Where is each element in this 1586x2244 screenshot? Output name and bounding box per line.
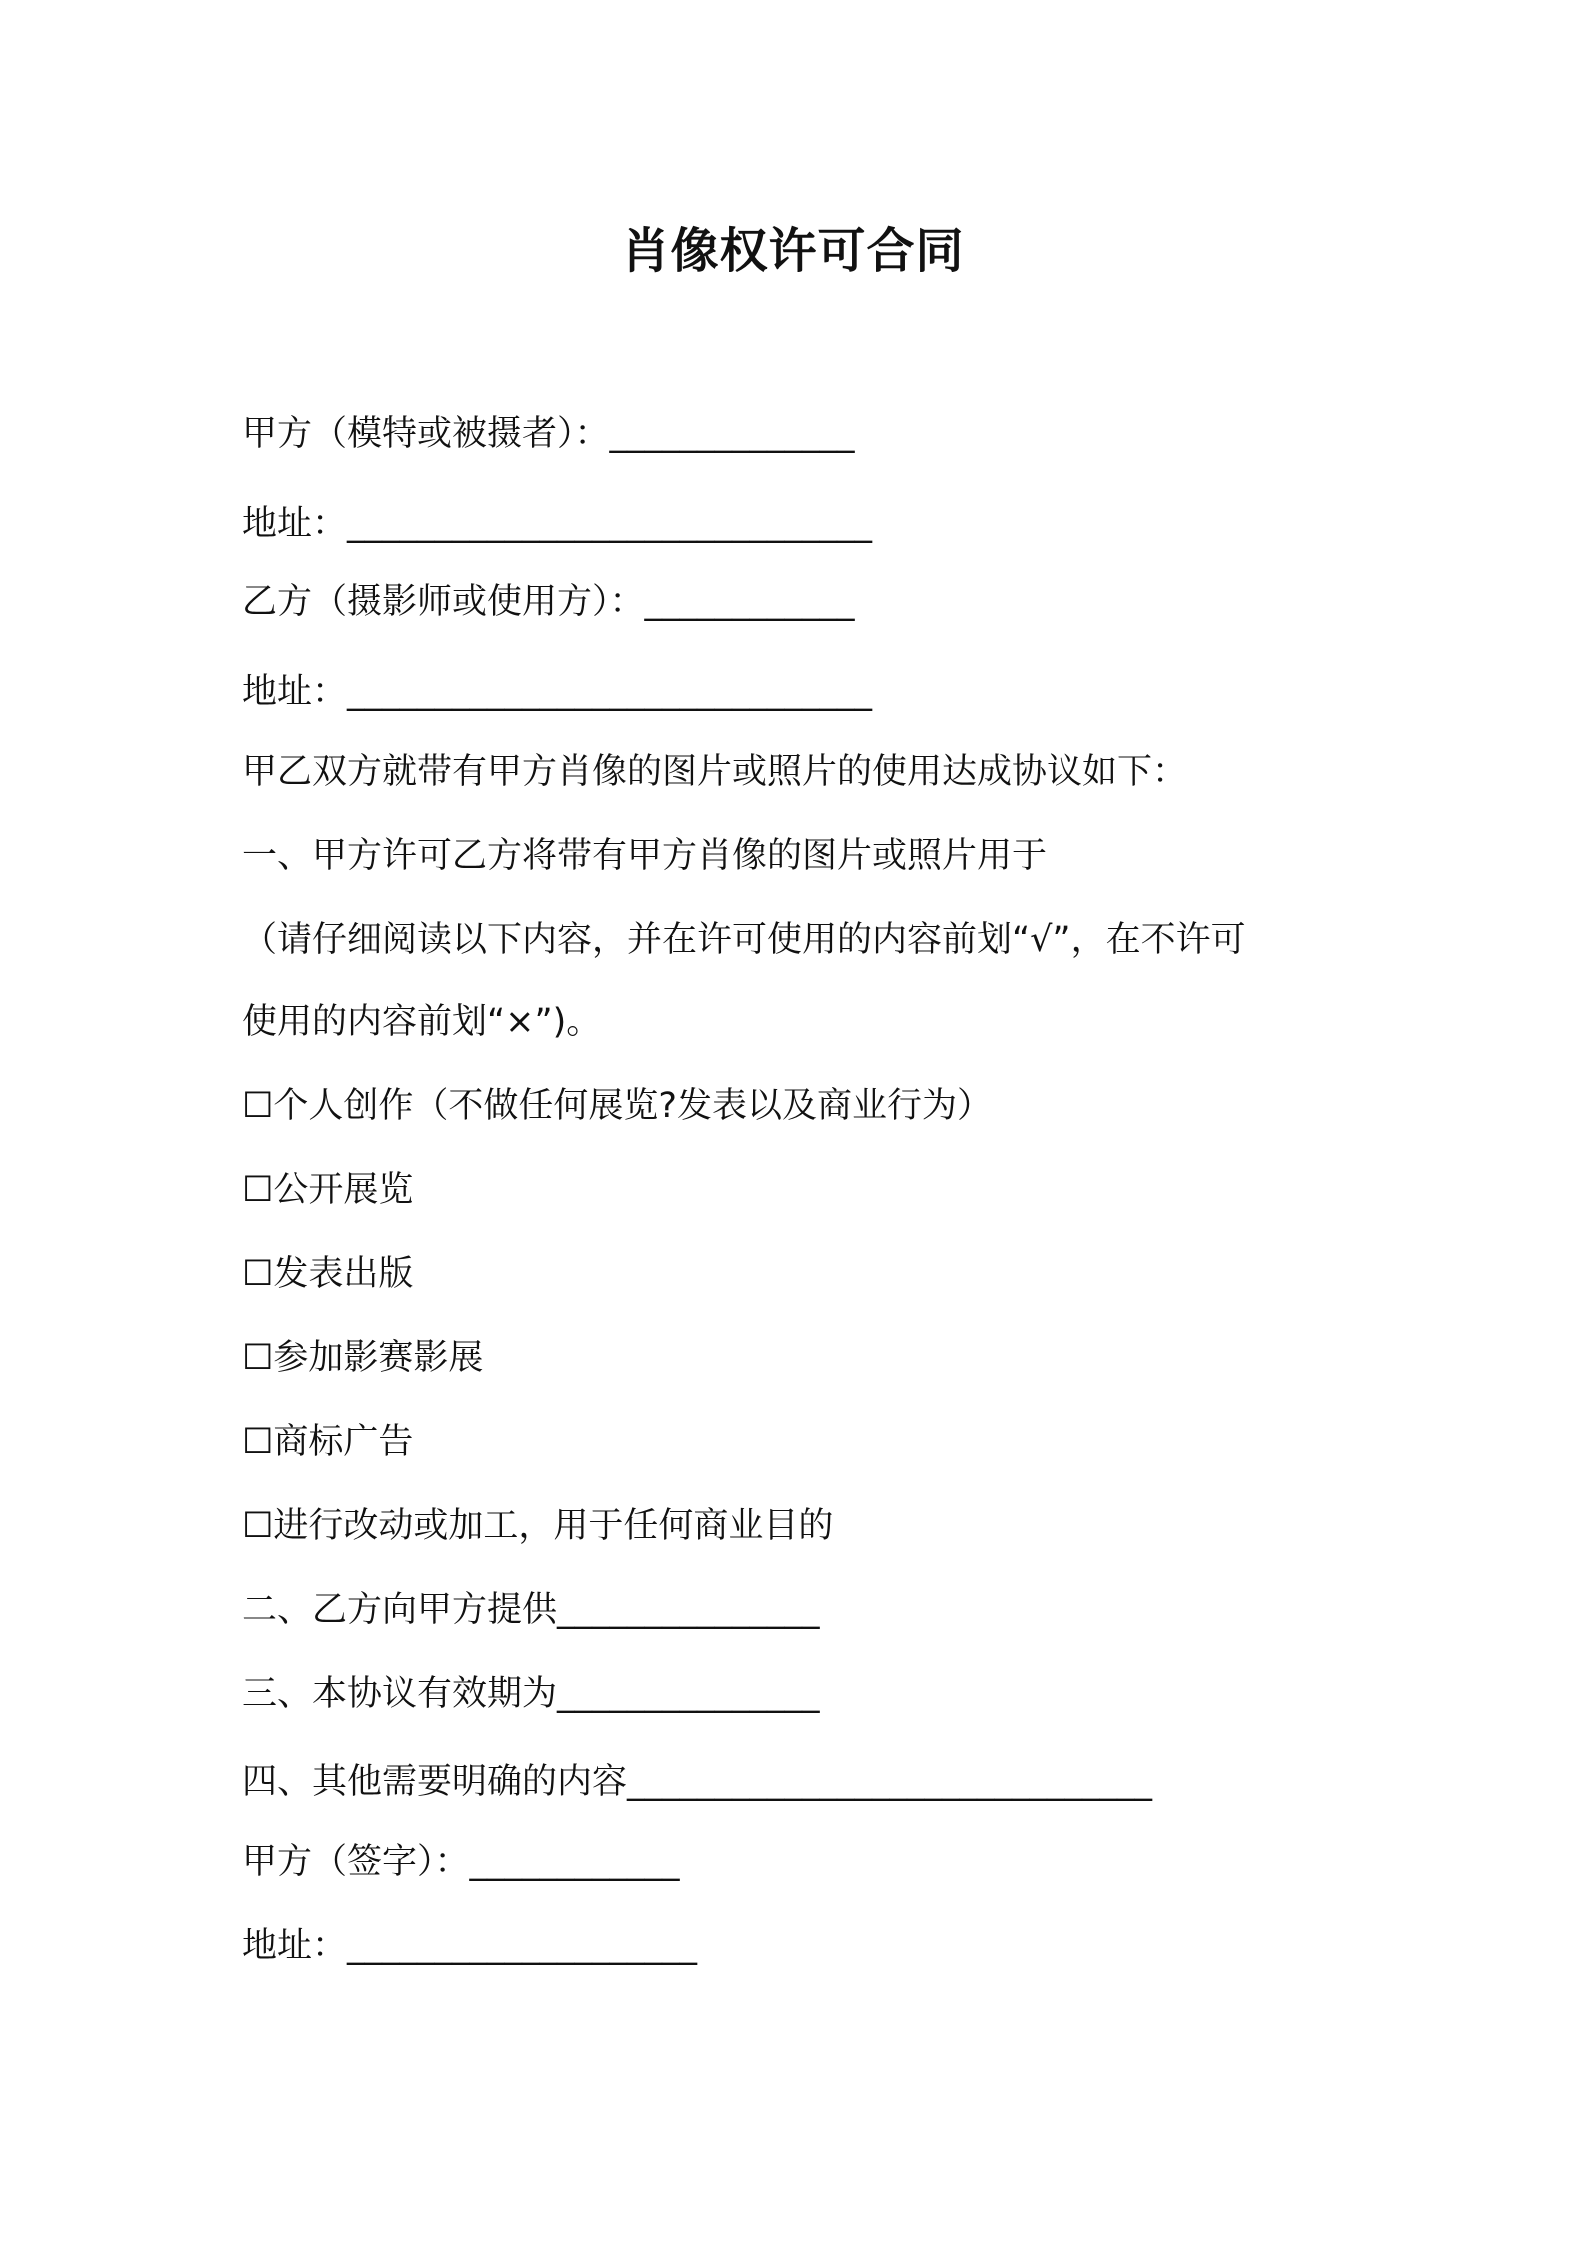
clause-1-instruction: （请仔细阅读以下内容，并在许可使用的内容前划“√”，在不许可 [242,920,1246,960]
party-a-field: 甲方（模特或被摄者）：______________ [242,414,855,454]
document-title: 肖像权许可合同 [621,223,965,279]
party-a-address-field: 地址：______________________________ [242,504,873,544]
clause-3: 三、本协议有效期为_______________ [242,1674,820,1714]
clause-1-instruction-cont: 使用的内容前划“×”)。 [242,1002,602,1042]
clause-1-heading: 一、甲方许可乙方将带有甲方肖像的图片或照片用于 [242,836,1048,876]
option-personal-creation: ☐个人创作（不做任何展览?发表以及商业行为） [242,1086,992,1126]
option-public-exhibition: ☐公开展览 [242,1170,414,1210]
clause-2: 二、乙方向甲方提供_______________ [242,1590,820,1630]
party-b-address-field: 地址：______________________________ [242,672,873,712]
option-competition: ☐参加影赛影展 [242,1338,484,1378]
party-a-signature-field: 甲方（签字）：____________ [242,1842,680,1882]
option-trademark-ad: ☐商标广告 [242,1422,414,1462]
signature-address-field: 地址：____________________ [242,1926,698,1966]
option-publication: ☐发表出版 [242,1254,414,1294]
agreement-intro: 甲乙双方就带有甲方肖像的图片或照片的使用达成协议如下： [242,752,1188,792]
party-b-field: 乙方（摄影师或使用方）：____________ [242,582,855,622]
clause-4: 四、其他需要明确的内容______________________________ [242,1762,1153,1802]
option-modification: ☐进行改动或加工，用于任何商业目的 [242,1506,834,1546]
